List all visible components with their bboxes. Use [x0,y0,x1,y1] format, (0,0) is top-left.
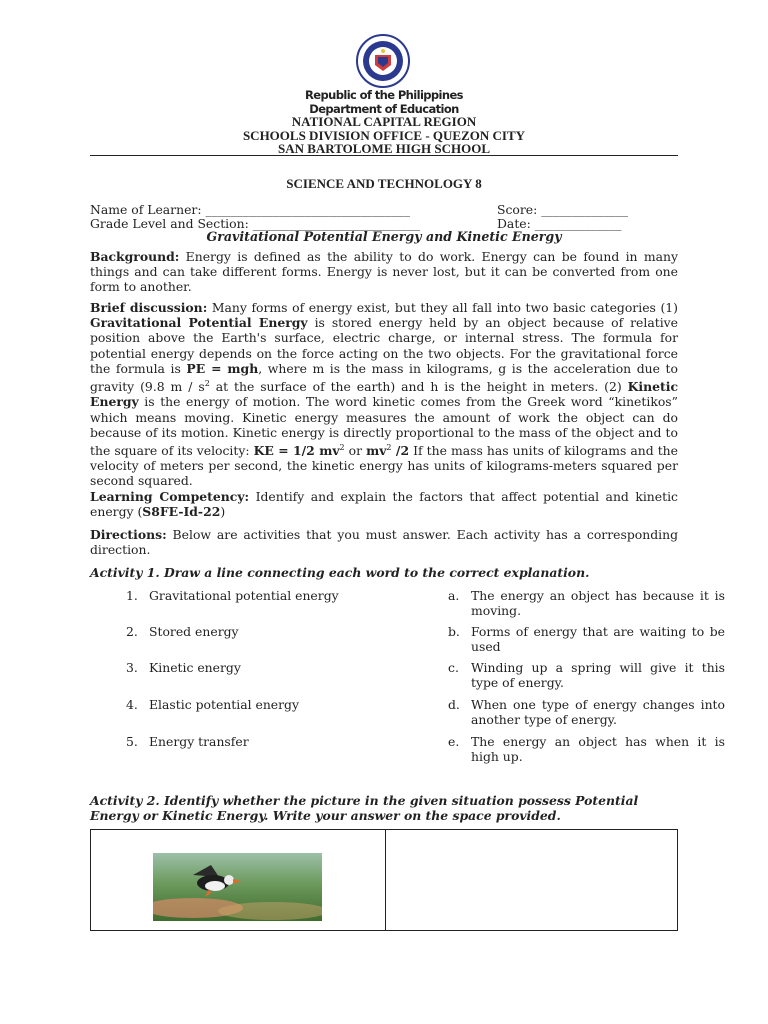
discussion-paragraph [90,300,678,489]
discussion-text-2: is stored energy held by an object because of relative position above the Earth's surface, electric charge, or internal stress. The formula for potential energy depends on the force acting on the two objects. For the gravitational force the formula is [90,315,678,376]
term-item[interactable]: Stored energy [149,624,239,639]
superscript-2: 2 [386,442,392,452]
competency-text: Identify and explain the factors that affect potential and kinetic energy ( [90,489,678,520]
answer-cell[interactable] [386,830,678,931]
term-item[interactable]: Elastic potential energy [149,697,299,712]
school-line: SAN BARTOLOME HIGH SCHOOL [277,141,491,156]
subject-title: SCIENCE AND TECHNOLOGY 8 [286,176,482,191]
grade-field[interactable]: Grade Level and Section: ___________________________ [90,216,420,231]
term-number: 1. [126,588,138,603]
ke-formula-alt: mv [366,443,387,459]
score-field[interactable]: Score: ______________ [497,202,628,217]
background-label: Background: [90,249,180,264]
puffin-photo [153,853,322,921]
def-item[interactable]: Forms of energy that are waiting to be used [471,624,725,654]
def-letter: b. [448,624,460,639]
term-number: 5. [126,734,138,749]
ke-formula-alt-div: /2 [391,443,410,459]
header-divider [90,155,678,156]
ke-formula: KE = 1/2 mv [253,443,340,459]
term-number: 4. [126,697,138,712]
name-field[interactable]: Name of Learner: _________________________________ [90,202,410,217]
gpe-term: Gravitational Potential Energy [90,315,308,331]
def-letter: a. [448,588,460,603]
def-letter: d. [448,697,460,712]
discussion-text-7: If the mass has units of kilograms and the velocity of meters per second, the kinetic energy has units of kilograms-meters squared per second squared. [90,443,678,489]
def-item[interactable]: Winding up a spring will give it this type of energy. [471,660,725,690]
superscript-2: 2 [204,379,210,389]
directions-label: Directions: [90,527,167,542]
region-line: NATIONAL CAPITAL REGION [291,114,477,129]
activity1-title: Activity 1. Draw a line connecting each word to the correct explanation. [90,565,590,580]
def-letter: c. [448,660,459,675]
background-paragraph [90,249,678,295]
division-line: SCHOOLS DIVISION OFFICE - QUEZON CITY [242,128,526,143]
background-text: Energy is defined as the ability to do work. Energy can be found in many things and can take different forms. Energy is never lost, but it can be converted from one form to another. [90,249,678,295]
competency-code: S8FE-Id-22 [142,504,221,520]
competency-label: Learning Competency: [90,489,250,504]
republic-line: Republic of the Philippines [305,88,463,102]
superscript-2: 2 [339,442,345,452]
directions-paragraph [90,527,678,557]
term-number: 2. [126,624,138,639]
directions-text: Below are activities that you must answer. Each activity has a corresponding direction. [90,527,678,558]
competency-paragraph [90,489,678,519]
department-line: Department of Education [309,102,459,116]
discussion-text-3: , where m is the mass in kilograms, g is the acceleration due to gravity (9.8 m / s [90,360,678,395]
def-item[interactable]: The energy an object has because it is moving. [471,588,725,618]
term-item[interactable]: Energy transfer [149,734,249,749]
discussion-text-1: Many forms of energy exist, but they all fall into two basic categories (1) [207,300,678,315]
def-item[interactable]: The energy an object has when it is high up. [471,734,725,764]
competency-close: ) [220,504,226,520]
discussion-text-6: or [344,443,367,459]
activity2-title: Activity 2. Identify whether the picture in the given situation possess Potential Energy or Kinetic Energy. Write your answer on the space provided. [90,793,639,823]
term-number: 3. [126,660,138,675]
discussion-label: Brief discussion: [90,300,208,315]
discussion-text-5: is the energy of motion. The word kinetic comes from the Greek word “kinetikos” which means moving. Kinetic energy measures the amount of work the object can do because of its motion. Kinetic energy is directly proportional to the mass of the object and to the square of its velocity: [90,394,678,459]
ke-term: Kinetic Energy [90,379,678,410]
date-field[interactable]: Date: ______________ [497,216,622,231]
deped-seal [345,33,421,89]
term-item[interactable]: Kinetic energy [149,660,241,675]
def-item[interactable]: When one type of energy changes into another type of energy. [471,697,725,727]
discussion-text-4: at the surface of the earth) and h is the height in meters. (2) [209,379,628,395]
pe-formula: PE = mgh [186,360,259,376]
term-item[interactable]: Gravitational potential energy [149,588,339,603]
def-letter: e. [448,734,460,749]
worksheet-title: Gravitational Potential Energy and Kinetic Energy [206,229,562,244]
